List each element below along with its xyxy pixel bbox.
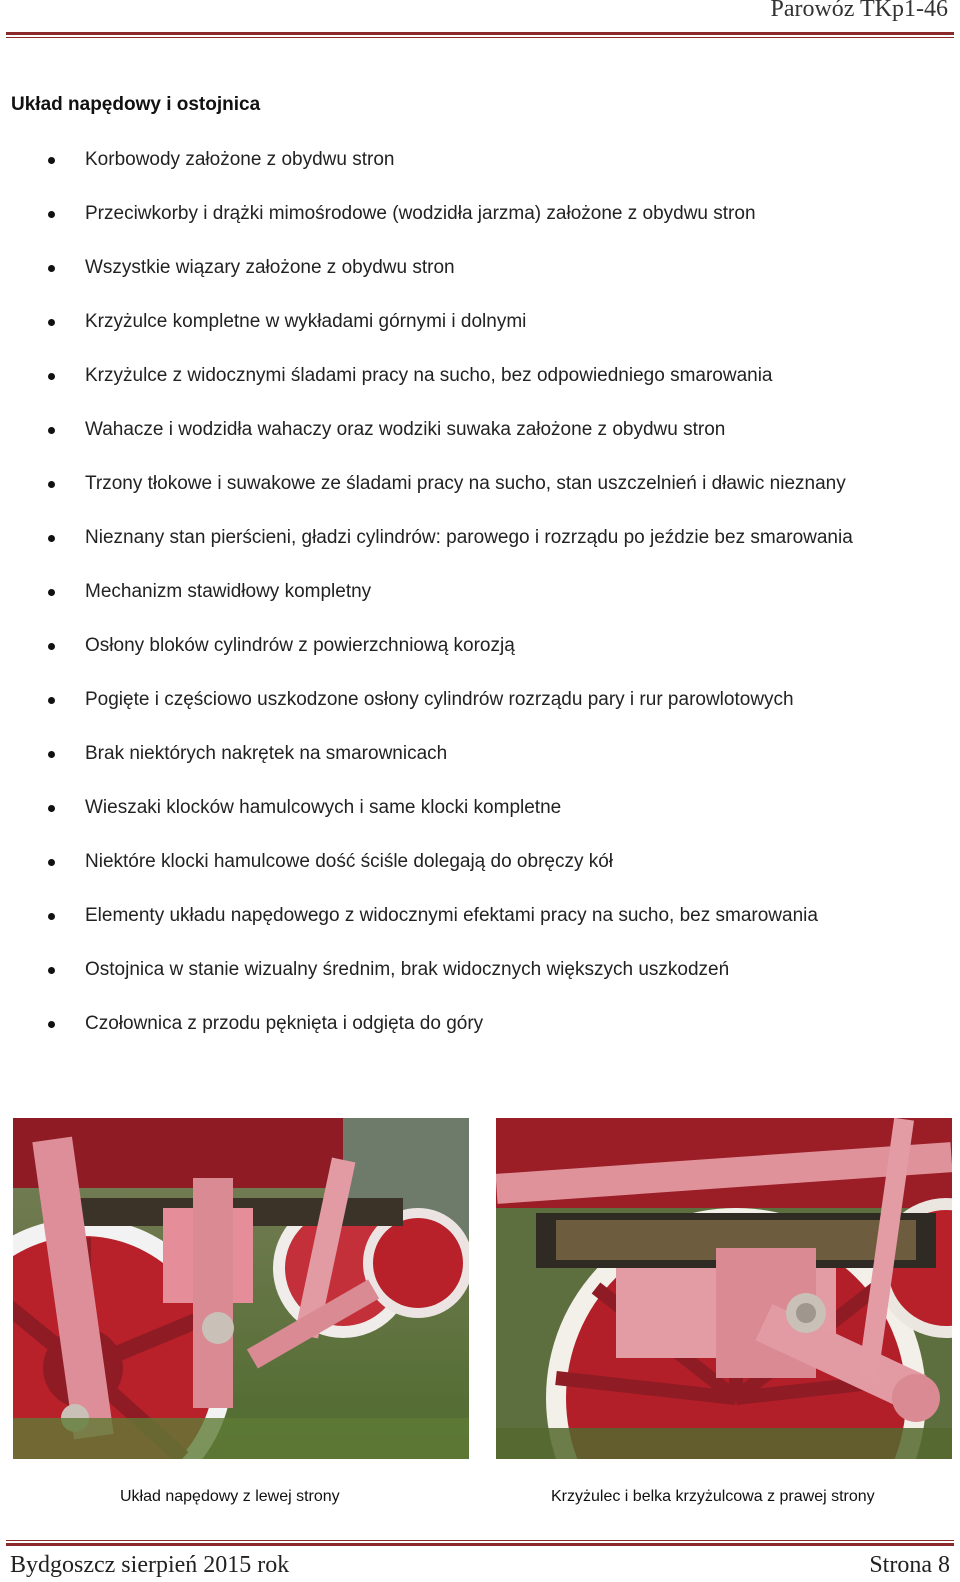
list-item-text: Czołownica z przodu pęknięta i odgięta do góry: [85, 1013, 484, 1034]
list-item: [0, 632, 960, 686]
bullet-icon: [48, 373, 55, 380]
photo-caption-left: Układ napędowy z lewej strony: [120, 1488, 340, 1505]
list-item-text: Niektóre klocki hamulcowe dość ściśle dolegają do obręczy kół: [85, 851, 614, 872]
header-rule-thick: [6, 32, 954, 35]
bullet-icon: [48, 427, 55, 434]
list-item: [0, 416, 960, 470]
bullet-icon: [48, 697, 55, 704]
photo-drive-left: [13, 1118, 469, 1459]
bullet-icon: [48, 211, 55, 218]
section-heading: Układ napędowy i ostojnica: [11, 94, 261, 115]
list-item-text: Osłony bloków cylindrów z powierzchniową korozją: [85, 635, 515, 656]
list-item-text: Pogięte i częściowo uszkodzone osłony cylindrów rozrządu pary i rur parowlotowych: [85, 689, 794, 710]
list-item: [0, 200, 960, 254]
list-item: [0, 362, 960, 416]
list-item: [0, 578, 960, 632]
list-item: [0, 308, 960, 362]
bullet-icon: [48, 589, 55, 596]
list-item-text: Krzyżulce kompletne w wykładami górnymi i dolnymi: [85, 311, 527, 332]
footer-rule-thin: [6, 1540, 954, 1541]
photo-crosshead-right: [496, 1118, 952, 1459]
bullet-list: [0, 146, 960, 1064]
list-item: [0, 254, 960, 308]
page-number: Strona 8: [869, 1552, 950, 1578]
bullet-icon: [48, 751, 55, 758]
list-item: [0, 686, 960, 740]
list-item: [0, 1010, 960, 1064]
bullet-icon: [48, 1021, 55, 1028]
list-item-text: Przeciwkorby i drążki mimośrodowe (wodzidła jarzma) założone z obydwu stron: [85, 203, 756, 224]
list-item: [0, 146, 960, 200]
list-item-text: Ostojnica w stanie wizualny średnim, brak widocznych większych uszkodzeń: [85, 959, 730, 980]
list-item-text: Korbowody założone z obydwu stron: [85, 149, 395, 170]
bullet-icon: [48, 481, 55, 488]
list-item: [0, 794, 960, 848]
list-item-text: Mechanizm stawidłowy kompletny: [85, 581, 372, 602]
list-item: [0, 902, 960, 956]
list-item: [0, 524, 960, 578]
list-item-text: Elementy układu napędowego z widocznymi efektami pracy na sucho, bez smarowania: [85, 905, 818, 926]
list-item: [0, 740, 960, 794]
document-header-title: Parowóz TKp1-46: [770, 0, 948, 22]
bullet-icon: [48, 967, 55, 974]
list-item-text: Wieszaki klocków hamulcowych i same klocki kompletne: [85, 797, 562, 818]
list-item-text: Wszystkie wiązary założone z obydwu stron: [85, 257, 455, 278]
list-item-text: Nieznany stan pierścieni, gładzi cylindrów: parowego i rozrządu po jeździe bez smarowania: [85, 527, 853, 548]
list-item-text: Trzony tłokowe i suwakowe ze śladami pracy na sucho, stan uszczelnień i dławic nieznany: [85, 473, 846, 494]
bullet-icon: [48, 265, 55, 272]
list-item-text: Krzyżulce z widocznymi śladami pracy na sucho, bez odpowiedniego smarowania: [85, 365, 773, 386]
bullet-icon: [48, 643, 55, 650]
header-rule-thin: [6, 37, 954, 38]
list-item-text: Brak niektórych nakrętek na smarownicach: [85, 743, 448, 764]
bullet-icon: [48, 319, 55, 326]
bullet-icon: [48, 913, 55, 920]
photo-caption-right: Krzyżulec i belka krzyżulcowa z prawej strony: [551, 1488, 875, 1505]
list-item: [0, 470, 960, 524]
footer-rule-thick: [6, 1543, 954, 1546]
bullet-icon: [48, 859, 55, 866]
bullet-icon: [48, 805, 55, 812]
bullet-icon: [48, 157, 55, 164]
locomotive-crosshead-right-illustration: [496, 1118, 952, 1459]
list-item: [0, 956, 960, 1010]
list-item: [0, 848, 960, 902]
bullet-icon: [48, 535, 55, 542]
list-item-text: Wahacze i wodzidła wahaczy oraz wodziki suwaka założone z obydwu stron: [85, 419, 726, 440]
footer-location-date: Bydgoszcz sierpień 2015 rok: [10, 1552, 290, 1578]
locomotive-drive-left-illustration: [13, 1118, 469, 1459]
